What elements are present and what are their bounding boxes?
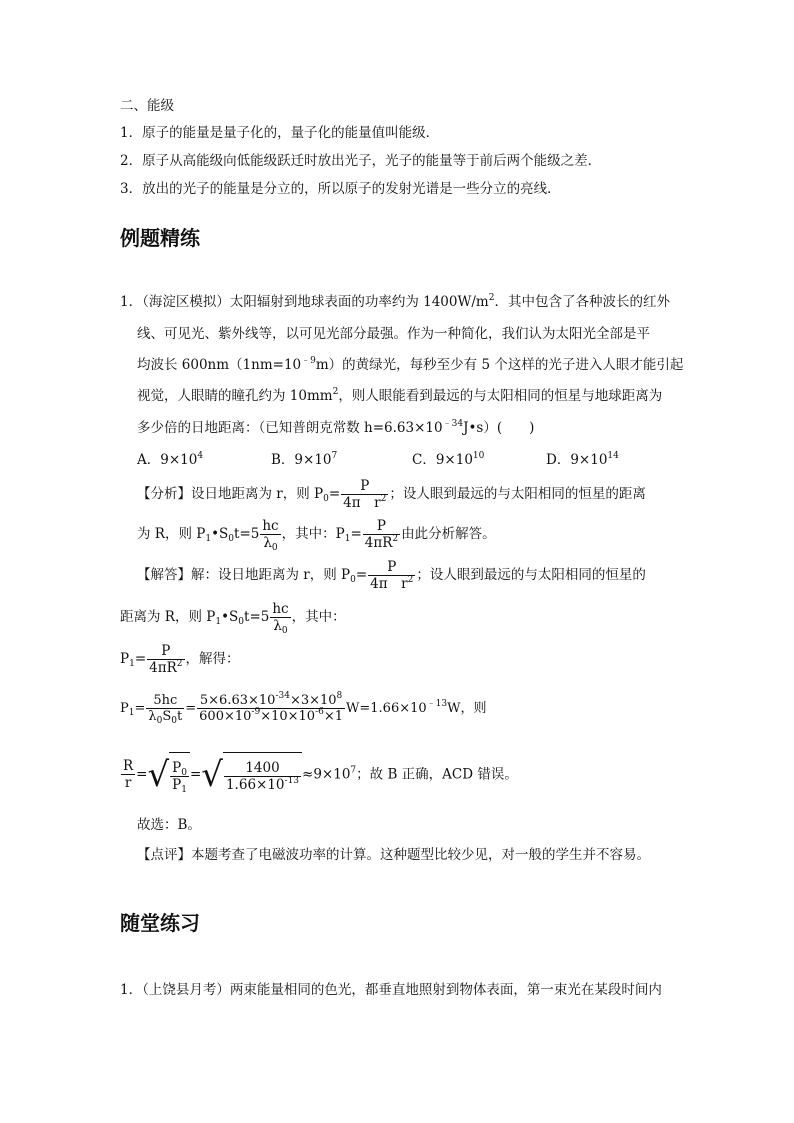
fraction: $\frac{hc}{\lambda_0}$: [272, 600, 289, 636]
problem-line-4: 视觉，人眼睛的瞳孔约为 $10mm^2$，则人眼能看到最远的与太阳相同的恒星与地球距离为: [137, 387, 663, 404]
option-d: D．$9\times 10^{14}$: [546, 451, 619, 468]
level-point-2: 2．原子从高能级向低能级跃迁时放出光子，光子的能量等于前后两个能级之差．: [120, 153, 602, 169]
fraction: $\frac{hc}{\lambda_0}$: [262, 517, 279, 553]
problem-line-1: 1．（海淀区模拟）太阳辐射到地球表面的功率约为 $1400W/m^2$．其中包含了各种波长的红外: [120, 293, 670, 310]
examples-heading: 例题精练: [120, 226, 200, 250]
solution-line-3: $P_1=$ $\frac{P}{4\pi R^2}$ ，解得：: [120, 642, 240, 676]
solution-line-2: 距离为 R，则 $P_1•S_0t=5$ $\frac{hc}{\lambda_0}$ ，其中：: [120, 600, 346, 636]
fraction: $\frac{P}{4\pi R^2}$: [364, 517, 399, 551]
solution-choice: 故选：B。: [137, 817, 201, 833]
practice-heading: 随堂练习: [120, 911, 200, 935]
problem-line-3: 均波长 $600nm(1nm=10^{﹣9}m)$的黄绿光，每秒至少有 5 个这样的光子进入人眼才能引起: [137, 356, 684, 373]
fraction: $\frac{R}{r}$: [123, 758, 134, 791]
practice-line-1: 1．（上饶县月考）两束能量相同的色光，都垂直地照射到物体表面，第一束光在某段时间内: [120, 982, 662, 998]
fraction: $\frac{P}{4\pi r^2}$: [343, 477, 387, 511]
solution-line-5: $\frac{R}{r}$ =√ $\frac{P_0}{P_1}$ =√ $\frac{1400}{1.66\times 10^{-13}}$ $\approx 9\times 10^7$；故 B 正确，ACD 错误。: [120, 752, 518, 798]
option-c: C．$9\times 10^{10}$: [412, 451, 485, 468]
section-title: 二、能级: [120, 98, 174, 114]
square-root: √ $\frac{P_0}{P_1}$: [147, 752, 190, 798]
fraction: $\frac{5hc}{\lambda_0S_0t}$: [148, 692, 183, 726]
level-point-1: 1．原子的能量是量子化的，量子化的能量值叫能级．: [120, 125, 440, 141]
option-b: B．$9\times 10^7$: [271, 451, 338, 468]
fraction: $\frac{5\times 6.63\times 10^{-34}\times 3\times 10^8}{600\times 10^{-9}\times 10\times 10^{-6}\times 1}$: [199, 690, 344, 724]
fraction: $\frac{P}{4\pi R^2}$: [149, 642, 183, 676]
problem-line-5: 多少倍的日地距离：（已知普朗克常数 $h=6.63\times 10^{﹣34}J•s$）( ): [137, 419, 535, 436]
square-root: √ $\frac{1400}{1.66\times 10^{-13}}$: [201, 752, 302, 798]
fraction: $\frac{P}{4\pi r^2}$: [370, 558, 414, 592]
analysis-line-1: 【分析】设日地距离为 r，则 $P_0=$ $\frac{P}{4\pi r^2}$ ；设人眼到最远的与太阳相同的恒星的距离: [137, 477, 646, 511]
problem-line-2: 线、可见光、紫外线等，以可见光部分最强。作为一种简化，我们认为太阳光全部是平: [137, 326, 650, 342]
option-a: A．$9\times 10^4$: [137, 451, 204, 468]
solution-line-1: 【解答】解：设日地距离为 r，则 $P_0=$ $\frac{P}{4\pi r^2}$ ；设人眼到最远的与太阳相同的恒星的: [137, 558, 646, 592]
solution-line-4: $P_1=$ $\frac{5hc}{\lambda_0S_0t}$ = $\frac{5\times 6.63\times 10^{-34}\times 3\times 10^8}{600\times 10^{-9}\times 10\times 10^{-6}\times 1}$ $W=1.66\times 10^{﹣13}W$，则: [120, 690, 487, 726]
comment-line: 【点评】本题考查了电磁波功率的计算。这种题型比较少见，对一般的学生并不容易。: [137, 847, 650, 863]
answer-options: [137, 451, 657, 471]
level-point-3: 3．放出的光子的能量是分立的，所以原子的发射光谱是一些分立的亮线．: [120, 181, 561, 197]
analysis-line-2: 为 R，则 $P_1•S_0t=5$ $\frac{hc}{\lambda_0}$ ，其中：$P_1=$ $\frac{P}{4\pi R^2}$ 由此分析解答。: [137, 517, 496, 553]
